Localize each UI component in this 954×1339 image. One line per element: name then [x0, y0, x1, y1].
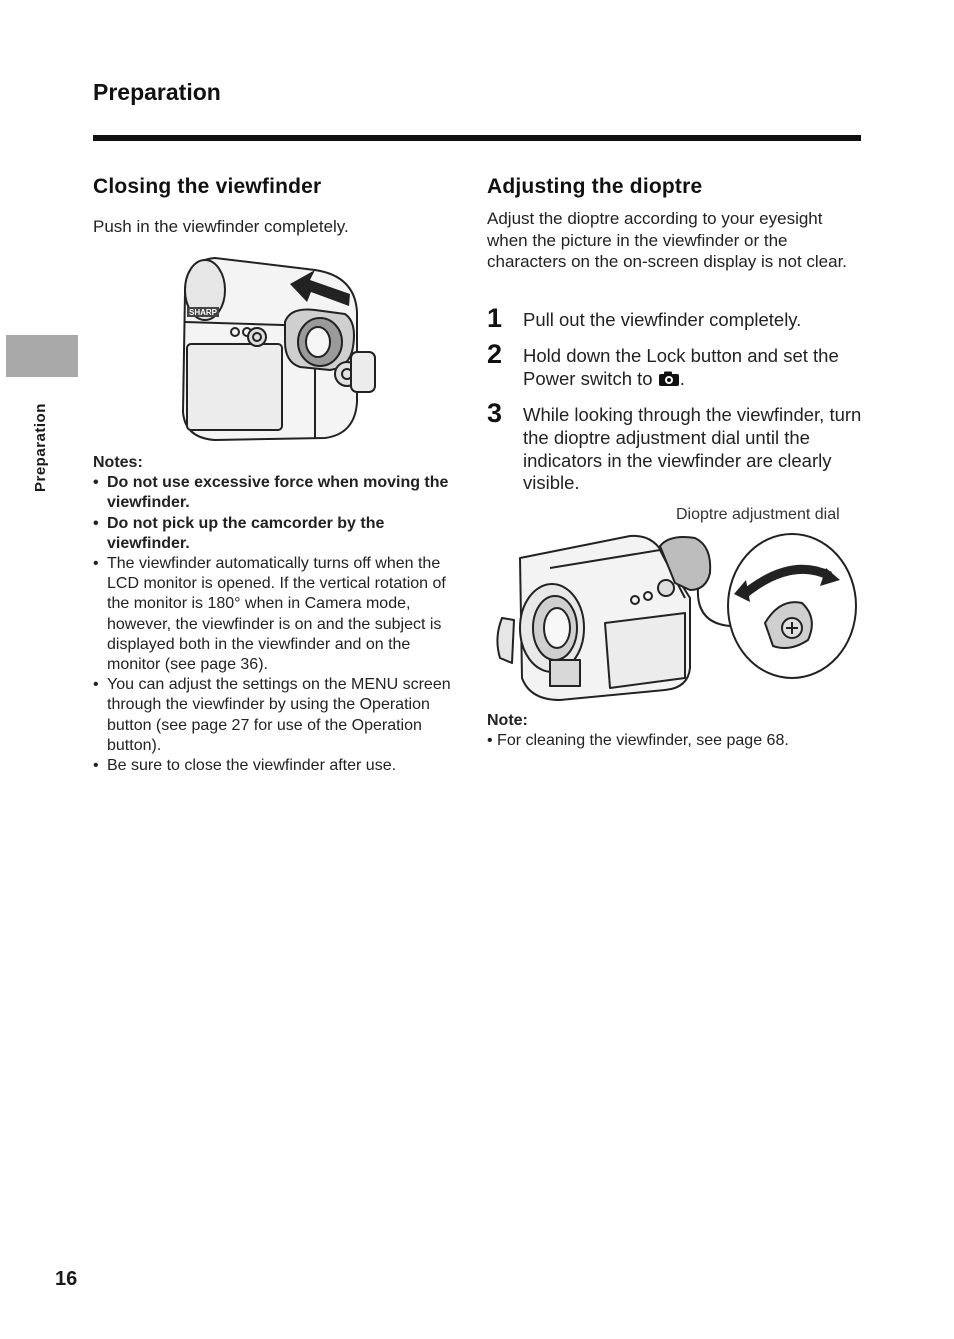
side-tab-label: Preparation	[32, 403, 49, 492]
note-item: • Be sure to close the viewfinder after use.	[93, 756, 465, 776]
step-2	[487, 339, 862, 391]
header-rule	[93, 135, 861, 141]
page-number: 16	[55, 1268, 78, 1290]
adjusting-dioptre-heading: Adjusting the dioptre	[487, 175, 703, 198]
step-text-wrapper	[523, 345, 862, 391]
step-1	[487, 303, 862, 333]
camcorder-push-viewfinder-illustration	[165, 252, 380, 444]
note-text: • For cleaning the viewfinder, see page 68.	[487, 732, 789, 750]
camcorder-dioptre-illustration	[490, 528, 862, 706]
notes-label: Notes:	[93, 454, 143, 471]
note-item: • You can adjust the settings on the MENU screen through the viewfinder by using the Operation button (see page 27 for use of the Operation button).	[93, 675, 465, 756]
note-item: • The viewfinder automatically turns off when the LCD monitor is opened. If the vertical rotation of the monitor is 180° when in Camera mode, however, the viewfinder is on and the subject is displayed both in the viewfinder and on the monitor (see page 36).	[93, 554, 465, 675]
side-tab-marker	[6, 335, 78, 377]
closing-viewfinder-heading: Closing the viewfinder	[93, 175, 322, 198]
figure-caption: Dioptre adjustment dial	[676, 506, 840, 523]
step-number: 2	[487, 339, 503, 369]
step-number: 3	[487, 398, 503, 428]
page-title: Preparation	[93, 79, 221, 105]
notes-list	[93, 473, 465, 776]
closing-viewfinder-intro: Push in the viewfinder completely.	[93, 217, 349, 236]
step-3	[487, 398, 862, 495]
note-item: • Do not use excessive force when moving the viewfinder.	[93, 473, 465, 513]
notes-block	[93, 453, 465, 776]
adjusting-dioptre-intro: Adjust the dioptre according to your eyesight when the picture in the viewfinder or the characters on the on-screen display is not clear.	[487, 209, 848, 271]
step-text: Pull out the viewfinder completely.	[523, 309, 802, 330]
note-item: • Do not pick up the camcorder by the viewfinder.	[93, 514, 465, 554]
camera-icon	[658, 371, 680, 387]
step-text: Hold down the Lock button and set the Power switch to	[523, 345, 839, 389]
step-number: 1	[487, 303, 503, 333]
svg-text:SHARP: SHARP	[189, 308, 218, 317]
note-block	[487, 711, 859, 751]
step-text: While looking through the viewfinder, turn the dioptre adjustment dial until the indicators in the viewfinder are clearly visible.	[523, 404, 862, 494]
step-text-suffix: .	[679, 367, 685, 389]
note-label: Note:	[487, 712, 528, 729]
